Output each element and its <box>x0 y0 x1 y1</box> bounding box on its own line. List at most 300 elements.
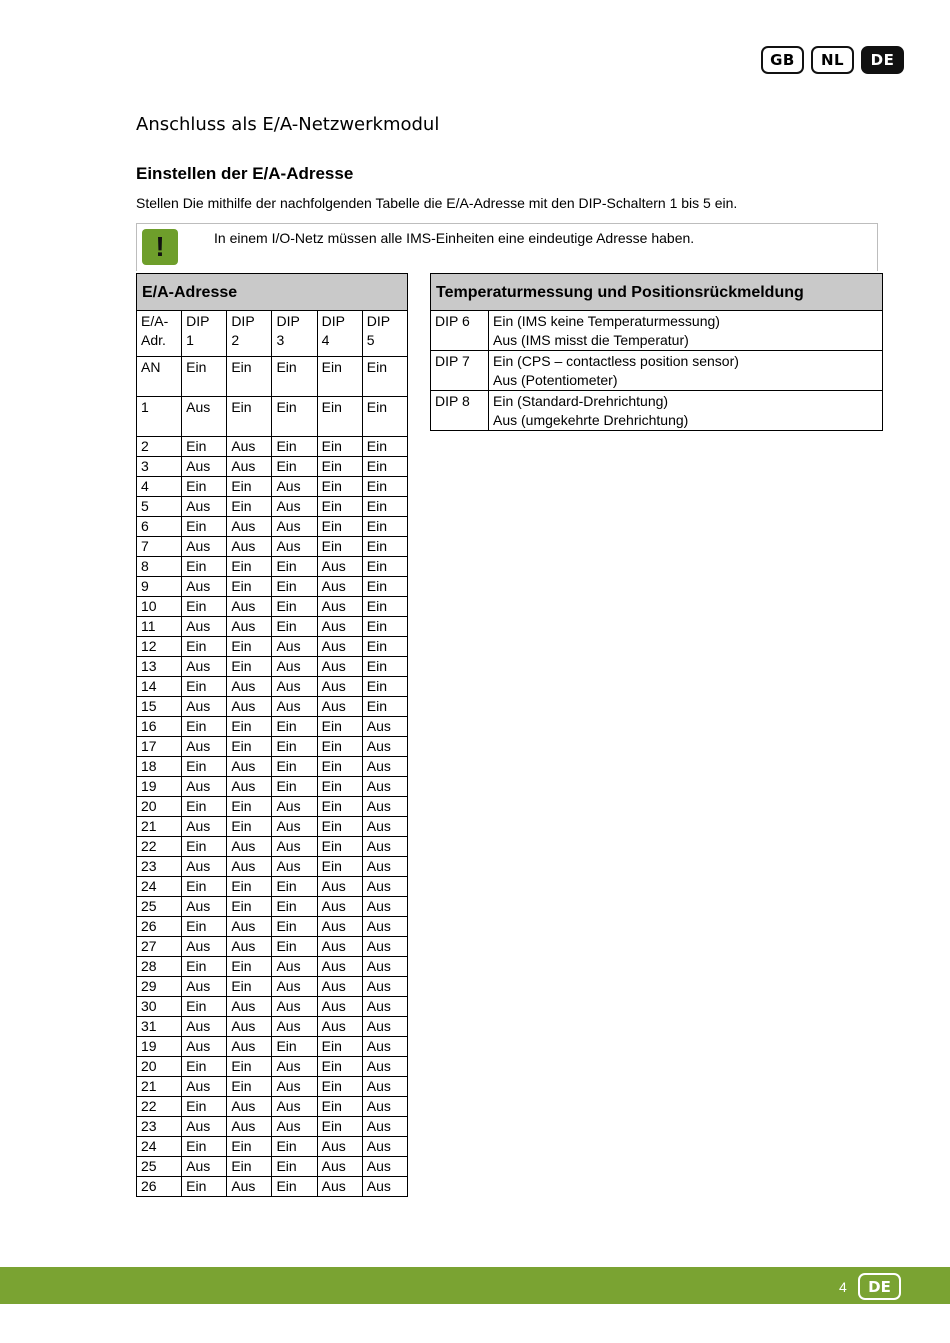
table-row <box>137 637 408 657</box>
table-cell: Ein <box>362 597 407 617</box>
dip-label: DIP 7 <box>431 351 489 391</box>
table-row <box>137 617 408 637</box>
table-cell: Aus <box>317 1017 362 1037</box>
table-cell: Ein <box>182 1177 227 1197</box>
table-cell: Aus <box>317 877 362 897</box>
table-cell: 4 <box>137 477 182 497</box>
table-cell: Aus <box>317 577 362 597</box>
table-cell: Ein <box>362 517 407 537</box>
table-cell: Ein <box>182 837 227 857</box>
table-cell: Aus <box>362 937 407 957</box>
table-cell: Ein <box>272 1177 317 1197</box>
table-cell: 10 <box>137 597 182 617</box>
table-cell: Aus <box>182 397 227 437</box>
lang-tab-nl[interactable]: NL <box>811 46 854 74</box>
table-row <box>137 897 408 917</box>
column-header-line: DIP <box>366 313 391 329</box>
footer-bar <box>0 1267 950 1304</box>
table-row <box>137 877 408 897</box>
table-cell: Aus <box>227 697 272 717</box>
table-cell: Ein <box>182 997 227 1017</box>
table-cell: Aus <box>317 997 362 1017</box>
table-cell: Aus <box>272 1077 317 1097</box>
table-cell: Aus <box>182 937 227 957</box>
table-cell: 22 <box>137 837 182 857</box>
table-cell: Ein <box>227 637 272 657</box>
table-cell: Aus <box>362 1017 407 1037</box>
address-table-title: E/A-Adresse <box>137 274 408 311</box>
dip-off-text: Aus (umgekehrte Drehrichtung) <box>493 412 689 428</box>
table-cell: Ein <box>317 857 362 877</box>
dip-label: DIP 8 <box>431 391 489 431</box>
table-cell: Ein <box>227 717 272 737</box>
table-cell: Ein <box>317 817 362 837</box>
table-cell: 26 <box>137 1177 182 1197</box>
table-cell: Ein <box>317 357 362 397</box>
page-number: 4 <box>839 1279 847 1295</box>
column-header-line: E/A- <box>141 313 169 329</box>
table-cell: Ein <box>317 437 362 457</box>
dip-off-text: Aus (Potentiometer) <box>493 372 618 388</box>
address-table <box>136 273 408 1197</box>
table-cell: Ein <box>317 397 362 437</box>
table-cell: Aus <box>362 817 407 837</box>
table-cell: Ein <box>227 397 272 437</box>
table-cell: Aus <box>182 897 227 917</box>
table-row <box>137 597 408 617</box>
table-cell: Aus <box>317 917 362 937</box>
table-row <box>137 977 408 997</box>
table-cell: Ein <box>317 497 362 517</box>
table-row <box>137 1077 408 1097</box>
table-cell: Aus <box>182 697 227 717</box>
table-cell: Aus <box>317 637 362 657</box>
table-cell: 27 <box>137 937 182 957</box>
table-cell: Aus <box>317 677 362 697</box>
table-cell: Aus <box>317 557 362 577</box>
table-cell: Aus <box>227 917 272 937</box>
lang-tab-gb[interactable]: GB <box>761 46 804 74</box>
table-cell: 17 <box>137 737 182 757</box>
dip-on-text: Ein (Standard-Drehrichtung) <box>493 393 669 409</box>
table-cell: Ein <box>362 697 407 717</box>
table-cell: Aus <box>362 837 407 857</box>
dip-on-text: Ein (IMS keine Temperaturmessung) <box>493 313 720 329</box>
lang-tab-de[interactable]: DE <box>861 46 904 74</box>
table-cell: Aus <box>182 857 227 877</box>
table-cell: Ein <box>227 977 272 997</box>
table-cell: Aus <box>362 797 407 817</box>
table-row <box>137 817 408 837</box>
table-cell: Aus <box>272 657 317 677</box>
table-cell: Ein <box>272 937 317 957</box>
table-cell: Aus <box>362 1157 407 1177</box>
table-row <box>137 957 408 977</box>
table-cell: Ein <box>227 1137 272 1157</box>
table-cell: Aus <box>272 1117 317 1137</box>
table-cell: 13 <box>137 657 182 677</box>
table-cell: Aus <box>317 617 362 637</box>
table-cell: Ein <box>227 577 272 597</box>
table-cell: Ein <box>272 617 317 637</box>
table-cell: Ein <box>227 477 272 497</box>
table-cell: Aus <box>182 1077 227 1097</box>
table-cell: Aus <box>182 1157 227 1177</box>
column-header-line: 5 <box>366 332 375 348</box>
table-row <box>137 837 408 857</box>
table-cell: Aus <box>227 437 272 457</box>
table-cell: Aus <box>182 497 227 517</box>
table-cell: Aus <box>362 897 407 917</box>
table-cell: Ein <box>272 717 317 737</box>
table-cell: Ein <box>362 637 407 657</box>
table-cell: Ein <box>227 357 272 397</box>
table-cell: 25 <box>137 1157 182 1177</box>
table-cell: Ein <box>272 737 317 757</box>
temp-table <box>430 273 883 431</box>
table-cell: Ein <box>362 677 407 697</box>
table-cell: Aus <box>317 1137 362 1157</box>
table-cell: Aus <box>182 977 227 997</box>
table-cell: Aus <box>272 497 317 517</box>
table-cell: Aus <box>362 757 407 777</box>
table-cell: Ein <box>182 517 227 537</box>
table-cell: 24 <box>137 877 182 897</box>
table-cell: Aus <box>272 957 317 977</box>
column-header <box>317 311 362 357</box>
table-cell: Aus <box>272 517 317 537</box>
column-header-line: 2 <box>231 332 240 348</box>
table-cell: 12 <box>137 637 182 657</box>
table-row <box>137 997 408 1017</box>
table-cell: 21 <box>137 1077 182 1097</box>
column-header-line: DIP <box>321 313 345 329</box>
table-cell: Aus <box>362 1037 407 1057</box>
table-cell: 21 <box>137 817 182 837</box>
table-cell: Ein <box>272 897 317 917</box>
table-cell: Ein <box>182 1097 227 1117</box>
table-cell: 24 <box>137 1137 182 1157</box>
table-cell: Aus <box>227 537 272 557</box>
table-cell: Ein <box>317 457 362 477</box>
table-cell: Ein <box>227 497 272 517</box>
table-cell: Ein <box>227 1057 272 1077</box>
table-cell: Aus <box>272 537 317 557</box>
table-cell: Ein <box>317 477 362 497</box>
column-header <box>362 311 407 357</box>
table-cell: 25 <box>137 897 182 917</box>
table-cell: Aus <box>272 477 317 497</box>
table-row <box>137 1117 408 1137</box>
table-cell: Ein <box>362 477 407 497</box>
dip-off-text: Aus (IMS misst die Temperatur) <box>493 332 689 348</box>
column-header <box>227 311 272 357</box>
table-cell: Ein <box>182 677 227 697</box>
table-cell: Ein <box>362 397 407 437</box>
table-cell: 8 <box>137 557 182 577</box>
table-row <box>137 357 408 397</box>
table-cell: Aus <box>227 1177 272 1197</box>
table-cell: 16 <box>137 717 182 737</box>
dip-description <box>489 351 883 391</box>
table-cell: Aus <box>182 577 227 597</box>
table-cell: Ein <box>227 737 272 757</box>
table-cell: Aus <box>272 997 317 1017</box>
table-cell: Aus <box>317 657 362 677</box>
table-cell: Ein <box>317 777 362 797</box>
table-cell: 14 <box>137 677 182 697</box>
exclamation-warning-icon: ! <box>142 229 178 265</box>
table-cell: Ein <box>182 877 227 897</box>
table-cell: Aus <box>362 857 407 877</box>
table-cell: Aus <box>362 997 407 1017</box>
table-row <box>137 917 408 937</box>
column-header-line: 1 <box>186 332 194 348</box>
table-cell: Ein <box>272 557 317 577</box>
table-cell: Ein <box>182 1057 227 1077</box>
table-cell: 22 <box>137 1097 182 1117</box>
table-cell: Ein <box>317 1057 362 1077</box>
table-cell: Aus <box>182 617 227 637</box>
table-cell: Aus <box>182 657 227 677</box>
table-cell: Aus <box>227 517 272 537</box>
table-cell: Aus <box>272 837 317 857</box>
table-cell: 2 <box>137 437 182 457</box>
table-row <box>137 1137 408 1157</box>
table-row <box>137 737 408 757</box>
table-cell: Aus <box>272 1057 317 1077</box>
table-cell: 11 <box>137 617 182 637</box>
table-cell: Ein <box>317 757 362 777</box>
table-row <box>137 657 408 677</box>
table-cell: Ein <box>227 957 272 977</box>
table-cell: Ein <box>182 1137 227 1157</box>
table-cell: Aus <box>317 697 362 717</box>
note-box <box>136 223 878 271</box>
table-cell: Aus <box>227 1117 272 1137</box>
table-cell: Ein <box>182 597 227 617</box>
footer-lang-tab[interactable]: DE <box>858 1273 901 1300</box>
table-cell: Ein <box>182 797 227 817</box>
table-cell: Ein <box>227 1157 272 1177</box>
sub-title: Einstellen der E/A-Adresse <box>136 164 354 183</box>
table-cell: Ein <box>317 537 362 557</box>
column-header-line: 3 <box>276 332 285 348</box>
table-row <box>137 797 408 817</box>
table-row <box>137 397 408 437</box>
note-text: In einem I/O-Netz müssen alle IMS-Einheiten eine eindeutige Adresse haben. <box>214 230 695 246</box>
table-row <box>137 1057 408 1077</box>
table-cell: Aus <box>227 1037 272 1057</box>
table-row <box>137 437 408 457</box>
temp-table-title: Temperaturmessung und Positionsrückmeldung <box>431 274 883 311</box>
table-cell: Ein <box>272 457 317 477</box>
table-cell: Ein <box>182 757 227 777</box>
table-cell: Aus <box>182 817 227 837</box>
table-cell: Aus <box>182 1117 227 1137</box>
table-cell: Ein <box>362 457 407 477</box>
table-cell: Aus <box>227 937 272 957</box>
table-cell: 3 <box>137 457 182 477</box>
table-cell: Aus <box>362 737 407 757</box>
table-row <box>137 1017 408 1037</box>
table-cell: Aus <box>272 637 317 657</box>
column-header <box>182 311 227 357</box>
column-header-line: Adr. <box>141 332 166 348</box>
table-cell: Aus <box>317 1157 362 1177</box>
table-cell: Aus <box>227 677 272 697</box>
table-cell: Ein <box>272 397 317 437</box>
table-cell: Aus <box>227 997 272 1017</box>
table-cell: Ein <box>182 357 227 397</box>
table-row <box>137 717 408 737</box>
table-cell: Ein <box>362 357 407 397</box>
address-table-header-row <box>137 311 408 357</box>
table-cell: 30 <box>137 997 182 1017</box>
table-row <box>137 757 408 777</box>
dip-label: DIP 6 <box>431 311 489 351</box>
temp-table-body <box>431 311 883 431</box>
column-header-line: 4 <box>321 332 330 348</box>
table-cell: Ein <box>272 1137 317 1157</box>
table-cell: Aus <box>362 717 407 737</box>
table-cell: Ein <box>317 1077 362 1097</box>
table-cell: Aus <box>362 957 407 977</box>
table-cell: Aus <box>272 977 317 997</box>
table-cell: 15 <box>137 697 182 717</box>
table-cell: Aus <box>227 857 272 877</box>
table-row <box>137 1037 408 1057</box>
table-cell: Aus <box>272 857 317 877</box>
dip-description <box>489 391 883 431</box>
table-cell: Ein <box>227 557 272 577</box>
table-row <box>137 1177 408 1197</box>
table-cell: Aus <box>272 1017 317 1037</box>
table-cell: Aus <box>362 1177 407 1197</box>
column-header <box>272 311 317 357</box>
table-cell: Ein <box>272 777 317 797</box>
table-cell: Aus <box>317 937 362 957</box>
table-cell: Ein <box>227 797 272 817</box>
table-row <box>137 497 408 517</box>
table-cell: Ein <box>272 1157 317 1177</box>
table-row <box>137 857 408 877</box>
section-title: Anschluss als E/A-Netzwerkmodul <box>136 114 440 135</box>
table-row <box>431 351 883 391</box>
table-cell: 9 <box>137 577 182 597</box>
table-cell: Ein <box>272 577 317 597</box>
table-cell: Aus <box>272 697 317 717</box>
table-cell: Ein <box>182 917 227 937</box>
table-cell: Ein <box>362 437 407 457</box>
table-cell: Aus <box>227 1017 272 1037</box>
address-table-body <box>137 311 408 1197</box>
table-cell: Aus <box>362 777 407 797</box>
table-row <box>431 311 883 351</box>
table-cell: Aus <box>362 877 407 897</box>
table-cell: Aus <box>227 777 272 797</box>
dip-on-text: Ein (CPS – contactless position sensor) <box>493 353 739 369</box>
table-cell: Ein <box>182 437 227 457</box>
table-cell: Aus <box>362 1137 407 1157</box>
table-row <box>137 517 408 537</box>
table-row <box>137 577 408 597</box>
table-row <box>137 537 408 557</box>
table-cell: Aus <box>317 1177 362 1197</box>
table-cell: Ein <box>272 357 317 397</box>
table-cell: Aus <box>362 1077 407 1097</box>
table-cell: 29 <box>137 977 182 997</box>
table-cell: 1 <box>137 397 182 437</box>
table-cell: Aus <box>317 897 362 917</box>
table-cell: Ein <box>317 517 362 537</box>
table-row <box>137 1157 408 1177</box>
table-row <box>137 477 408 497</box>
table-cell: Ein <box>272 1037 317 1057</box>
table-cell: Ein <box>362 537 407 557</box>
table-cell: Ein <box>317 737 362 757</box>
table-cell: 7 <box>137 537 182 557</box>
table-cell: Ein <box>272 757 317 777</box>
table-cell: Ein <box>182 637 227 657</box>
table-row <box>137 557 408 577</box>
table-cell: Aus <box>272 817 317 837</box>
dip-description <box>489 311 883 351</box>
table-cell: Ein <box>362 577 407 597</box>
column-header-line: DIP <box>186 313 210 329</box>
table-cell: Aus <box>362 1097 407 1117</box>
table-cell: Ein <box>362 557 407 577</box>
table-row <box>137 937 408 957</box>
table-cell: Ein <box>317 1117 362 1137</box>
table-cell: Aus <box>227 757 272 777</box>
table-cell: Aus <box>362 917 407 937</box>
table-cell: Ein <box>317 1097 362 1117</box>
intro-text: Stellen Die mithilfe der nachfolgenden Tabelle die E/A-Adresse mit den DIP-Schaltern 1 bis 5 ein. <box>136 195 738 211</box>
column-header <box>137 311 182 357</box>
table-cell: 28 <box>137 957 182 977</box>
language-tabs <box>761 46 904 74</box>
table-cell: Ein <box>317 837 362 857</box>
table-cell: Aus <box>182 537 227 557</box>
table-cell: Ein <box>317 797 362 817</box>
table-cell: 31 <box>137 1017 182 1037</box>
table-cell: Ein <box>182 957 227 977</box>
table-cell: Aus <box>317 957 362 977</box>
table-cell: Aus <box>362 1117 407 1137</box>
table-cell: Aus <box>227 837 272 857</box>
table-cell: Ein <box>227 817 272 837</box>
table-cell: 20 <box>137 1057 182 1077</box>
table-cell: Aus <box>182 777 227 797</box>
table-cell: Ein <box>362 657 407 677</box>
table-cell: Ein <box>227 1077 272 1097</box>
table-row <box>137 1097 408 1117</box>
table-cell: 23 <box>137 1117 182 1137</box>
table-cell: 23 <box>137 857 182 877</box>
table-cell: Aus <box>362 977 407 997</box>
table-cell: Aus <box>182 1017 227 1037</box>
table-cell: Ein <box>227 657 272 677</box>
table-cell: 19 <box>137 777 182 797</box>
table-row <box>137 777 408 797</box>
table-cell: Aus <box>272 1097 317 1117</box>
table-cell: Aus <box>317 597 362 617</box>
table-cell: 19 <box>137 1037 182 1057</box>
column-header-line: DIP <box>231 313 255 329</box>
table-cell: Aus <box>362 1057 407 1077</box>
table-cell: Ein <box>362 617 407 637</box>
